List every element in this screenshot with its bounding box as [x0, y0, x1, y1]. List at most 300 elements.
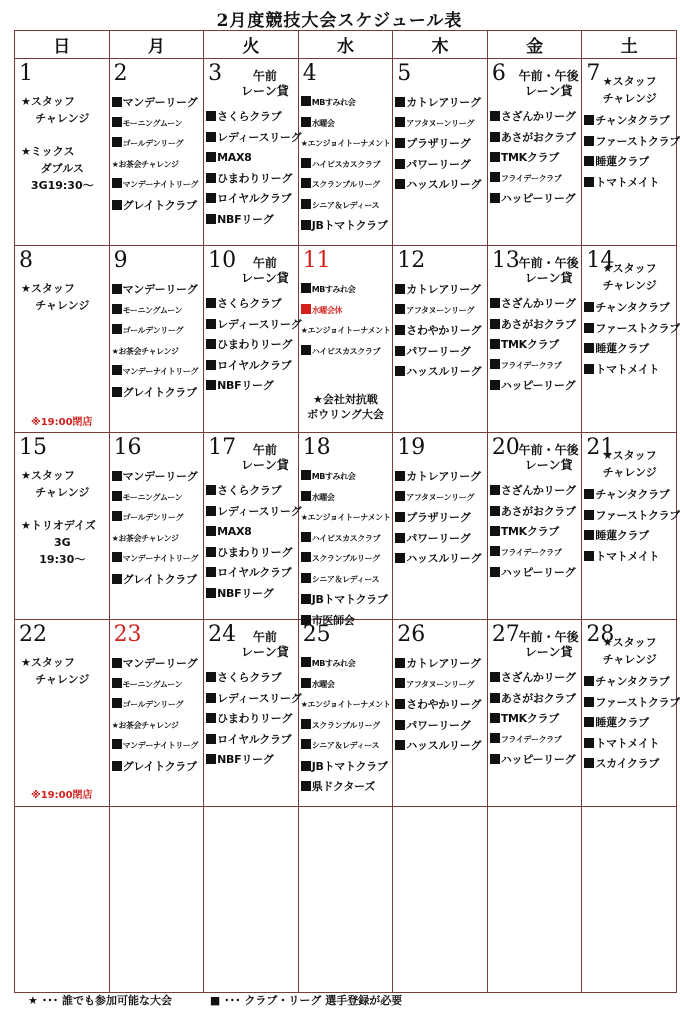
- open-event-title: ★スタッフ: [21, 656, 75, 669]
- club-league-item: [490, 315, 581, 336]
- day-cell: [15, 246, 110, 433]
- open-event-item: [112, 716, 203, 737]
- square-icon: [206, 380, 216, 390]
- club-league-item: [206, 584, 297, 605]
- club-league-name: ハッスルリーグ: [406, 178, 482, 191]
- square-icon: [584, 323, 594, 333]
- weekday-header: 水: [298, 31, 393, 59]
- day-cell: [582, 59, 680, 246]
- square-icon: [395, 366, 405, 376]
- square-icon: [490, 546, 500, 556]
- open-event-title: ★スタッフ: [602, 75, 657, 88]
- open-event-detail: チャレンジ: [35, 673, 90, 686]
- day-cell: [204, 246, 302, 433]
- day-number: 10: [208, 248, 237, 273]
- legend-square: ■ ･･･ クラブ・リーグ 選手登録が必要: [209, 994, 403, 1007]
- open-event-detail: チャレンジ: [602, 466, 657, 479]
- club-league-item: [206, 315, 302, 336]
- square-icon: [112, 574, 122, 584]
- club-league-item: [490, 481, 581, 502]
- club-league-name: TMKクラブ: [500, 525, 559, 538]
- club-league-item: [584, 319, 680, 340]
- club-league-name: シニア＆レディース: [311, 741, 380, 750]
- open-event-title: ★スタッフ: [21, 469, 75, 482]
- closing-notice: ※19:00閉店: [31, 417, 93, 428]
- square-icon: [206, 567, 216, 577]
- club-league-name: MBすみれ会: [311, 98, 356, 107]
- lane-rental-note: 午前・午後 レーン貸: [518, 630, 579, 659]
- club-league-item: [490, 294, 581, 315]
- legend: [28, 992, 406, 1008]
- club-league-item: [490, 107, 581, 128]
- square-icon: [490, 193, 500, 203]
- open-event-title: ★ミックス: [21, 145, 75, 158]
- square-icon: [490, 485, 500, 495]
- day-number: 17: [208, 435, 237, 460]
- square-icon: [395, 346, 405, 356]
- club-league-item: [584, 485, 675, 506]
- day-cell: [298, 246, 393, 433]
- lane-rental-note: 午前 レーン貸: [241, 69, 289, 98]
- square-icon: [112, 761, 122, 771]
- club-league-name: パワーリーグ: [406, 718, 471, 732]
- club-league-name: ハッピーリーグ: [500, 192, 576, 205]
- club-league-item: [584, 734, 675, 755]
- club-league-item: [395, 654, 486, 675]
- day-cell: [298, 620, 393, 807]
- club-league-name: さくらクラブ: [217, 110, 282, 123]
- club-league-item: [395, 695, 486, 716]
- club-league-name: カトレアリーグ: [406, 657, 481, 670]
- square-icon: [490, 380, 500, 390]
- week-row: [15, 433, 677, 620]
- square-icon: [206, 173, 216, 183]
- empty-week-row: [15, 807, 677, 993]
- club-league-item: [206, 668, 297, 689]
- square-icon: [584, 136, 594, 146]
- club-league-item: [395, 675, 486, 696]
- club-league-item: [395, 529, 486, 550]
- square-icon: [395, 159, 405, 169]
- day-cell: [15, 59, 110, 246]
- club-league-item: [584, 693, 680, 714]
- lane-rental-note: 午前 レーン貸: [241, 256, 289, 285]
- square-icon: [490, 359, 500, 369]
- club-league-name: 睡蓮クラブ: [595, 529, 649, 542]
- day-cell: [204, 620, 302, 807]
- square-icon: [584, 177, 594, 187]
- club-league-item: [584, 132, 680, 153]
- day-number: 21: [586, 435, 615, 460]
- day-number: 22: [19, 622, 47, 647]
- club-league-name: スクランブルリーグ: [311, 180, 380, 189]
- square-icon: [112, 511, 122, 521]
- square-icon: [112, 200, 122, 210]
- square-icon: [395, 138, 405, 148]
- club-league-item: [301, 196, 392, 217]
- club-league-name: マンデーナイトリーグ: [122, 367, 199, 376]
- square-icon: [395, 740, 405, 750]
- square-icon: [395, 658, 405, 668]
- club-league-item: [584, 152, 675, 173]
- club-league-item: [395, 301, 486, 322]
- club-league-name: トマトメイト: [595, 549, 660, 563]
- club-league-item: [112, 508, 203, 529]
- club-league-name: あさがおクラブ: [500, 691, 576, 705]
- club-league-name: ハイピスカスクラブ: [311, 346, 381, 356]
- square-icon: [584, 551, 594, 561]
- club-league-name: トマトメイト: [595, 362, 660, 376]
- square-icon: [206, 111, 216, 121]
- open-event-name: ★エンジョイトーナメント: [300, 700, 391, 709]
- day-cell: [109, 433, 204, 620]
- club-league-name: ハイピスカスクラブ: [311, 533, 381, 543]
- square-icon: [395, 491, 405, 501]
- club-league-name: さわやかリーグ: [406, 698, 482, 711]
- square-icon: [206, 588, 216, 598]
- club-league-item: [584, 298, 675, 319]
- club-league-item: [206, 543, 297, 564]
- open-event-name: ★お茶会チャレンジ: [111, 720, 179, 730]
- empty-day-cell: [109, 807, 204, 993]
- club-league-name: NBFリーグ: [217, 379, 274, 392]
- club-league-name: 睡蓮クラブ: [595, 342, 649, 355]
- club-league-name: グレイトクラブ: [122, 572, 197, 586]
- club-league-name: 市医師会: [311, 613, 355, 627]
- day-cell: [109, 246, 204, 433]
- square-icon: [490, 111, 500, 121]
- open-event: [17, 517, 108, 551]
- square-icon: [206, 360, 216, 370]
- open-event: [17, 143, 108, 177]
- club-league-name: フライデークラブ: [500, 734, 562, 744]
- club-league-item: [206, 750, 297, 771]
- club-league-item: [490, 543, 581, 564]
- open-event-title: ★スタッフ: [602, 636, 657, 649]
- club-league-name: マンデーリーグ: [122, 657, 198, 670]
- club-league-name: NBFリーグ: [217, 753, 274, 766]
- day-cell: [487, 59, 582, 246]
- open-event-detail: チャレンジ: [602, 653, 657, 666]
- open-event-item: [301, 508, 392, 529]
- club-league-name: シニア＆レディース: [311, 200, 380, 210]
- club-league-item: [490, 502, 581, 523]
- day-number: 20: [491, 435, 520, 460]
- club-league-name: チャンタクラブ: [595, 675, 670, 688]
- club-league-item: [206, 356, 297, 377]
- open-event: [584, 260, 675, 294]
- open-event-title: ★スタッフ: [602, 262, 657, 275]
- square-icon: [301, 199, 311, 209]
- club-league-item: [490, 148, 581, 169]
- club-league-name: TMKクラブ: [500, 712, 559, 725]
- day-number: 11: [302, 248, 331, 273]
- club-league-name: プラザリーグ: [406, 137, 471, 150]
- square-icon: [301, 283, 311, 293]
- square-icon: [395, 533, 405, 543]
- square-icon: [490, 132, 500, 142]
- lane-rental-note: 午前・午後 レーン貸: [518, 443, 579, 472]
- club-league-name: フライデークラブ: [500, 173, 562, 183]
- club-league-name: モーニングムーン: [122, 679, 183, 689]
- club-league-item: [112, 114, 203, 135]
- club-league-item: [490, 750, 581, 771]
- square-icon: [112, 304, 122, 314]
- weekday-header: 月: [109, 31, 204, 59]
- square-icon: [395, 553, 405, 563]
- day-number: 1: [19, 61, 33, 86]
- club-league-item: [301, 488, 392, 509]
- day-number: 2: [113, 61, 128, 86]
- club-league-item: [206, 709, 297, 730]
- square-icon: [301, 220, 311, 230]
- club-league-name: 睡蓮クラブ: [595, 155, 649, 168]
- square-icon: [490, 506, 500, 516]
- club-league-item: [584, 173, 675, 194]
- day-cell: [15, 433, 110, 620]
- lane-rental-note: 午前 レーン貸: [241, 443, 289, 472]
- day-number: 16: [113, 435, 142, 460]
- club-league-name: MBすみれ会: [311, 659, 356, 668]
- club-league-item: [395, 280, 486, 301]
- club-league-name: マンデーナイトリーグ: [122, 554, 199, 563]
- club-league-item: [584, 111, 675, 132]
- club-league-name: さくらクラブ: [217, 671, 282, 684]
- open-event: [17, 280, 108, 314]
- club-league-name: マンデーリーグ: [122, 283, 198, 296]
- club-league-name: フライデークラブ: [500, 547, 562, 557]
- club-league-name: ハイピスカスクラブ: [311, 159, 381, 169]
- club-league-item: [395, 134, 486, 155]
- club-league-name: カトレアリーグ: [406, 470, 481, 483]
- club-league-name: ひまわりリーグ: [217, 545, 293, 559]
- club-league-name: ハッピーリーグ: [500, 379, 576, 392]
- square-icon: [584, 489, 594, 499]
- club-league-name: TMKクラブ: [500, 151, 559, 164]
- club-league-item: [206, 169, 297, 190]
- square-icon: [490, 567, 500, 577]
- club-league-item: [395, 716, 486, 737]
- club-league-item: [112, 736, 203, 757]
- club-league-name: アフタヌーンリーグ: [406, 492, 474, 502]
- club-league-item: [206, 128, 302, 149]
- club-league-name: 水曜会: [311, 679, 335, 689]
- club-league-name: トマトメイト: [595, 175, 660, 189]
- club-league-item: [112, 488, 203, 509]
- open-event-detail: 3G19:30〜: [30, 179, 94, 192]
- day-number: 28: [586, 622, 615, 647]
- club-league-item: [395, 114, 486, 135]
- club-league-item: [112, 549, 203, 570]
- club-league-name: あさがおクラブ: [500, 130, 576, 144]
- club-league-name: マンデーナイトリーグ: [122, 180, 199, 189]
- club-league-item: [112, 570, 203, 591]
- club-league-item: [112, 321, 203, 342]
- club-league-item: [490, 730, 581, 751]
- square-icon: [301, 117, 311, 127]
- square-icon: [301, 678, 311, 688]
- club-league-name: グレイトクラブ: [122, 385, 197, 399]
- square-icon: [584, 156, 594, 166]
- club-league-item: [395, 488, 486, 509]
- square-icon: [301, 304, 311, 314]
- day-cell: [15, 620, 110, 807]
- club-league-item: [112, 467, 203, 488]
- square-icon: [395, 720, 405, 730]
- club-league-item: [301, 654, 392, 675]
- day-cell: [109, 59, 204, 246]
- club-league-item: [490, 169, 581, 190]
- club-league-item: [584, 339, 675, 360]
- square-icon: [112, 471, 122, 481]
- club-league-name: 睡蓮クラブ: [595, 716, 649, 729]
- open-event-name: ★お茶会チャレンジ: [111, 159, 179, 169]
- club-league-name: アフタヌーンリーグ: [406, 118, 474, 128]
- square-icon: [206, 485, 216, 495]
- club-league-name: MAX8: [217, 151, 252, 164]
- day-cell: [487, 620, 582, 807]
- open-event-title: ★スタッフ: [21, 282, 75, 295]
- lane-rental-note: 午前 レーン貸: [241, 630, 289, 659]
- club-league-item: [584, 547, 675, 568]
- club-league-name: モーニングムーン: [122, 492, 183, 502]
- square-icon: [206, 214, 216, 224]
- square-icon: [112, 178, 122, 188]
- day-cell: [204, 59, 302, 246]
- square-icon: [301, 491, 311, 501]
- square-icon: [206, 298, 216, 308]
- club-league-name: モーニングムーン: [122, 118, 183, 128]
- page-title: 2月度競技大会スケジュール表: [216, 11, 463, 31]
- square-icon: [112, 324, 122, 334]
- day-number: 14: [586, 248, 615, 273]
- square-icon: [395, 325, 405, 335]
- day-cell: [109, 620, 204, 807]
- club-league-name: JBトマトクラブ: [311, 759, 388, 773]
- club-league-item: [301, 777, 392, 798]
- day-number: 26: [397, 622, 426, 647]
- club-league-item: [490, 189, 581, 210]
- open-event: [584, 447, 675, 481]
- club-league-name: ロイヤルクラブ: [217, 358, 292, 372]
- club-league-item: [395, 175, 486, 196]
- open-event-item: [301, 695, 392, 716]
- special-event: ★会社対抗戦 ボウリング大会: [307, 393, 384, 421]
- club-league-name: スクランブルリーグ: [311, 720, 380, 730]
- club-league-item: [301, 155, 392, 176]
- open-event-name: ★エンジョイトーナメント: [300, 326, 391, 335]
- day-number: 9: [113, 248, 128, 273]
- club-league-item: [206, 481, 297, 502]
- square-icon: [395, 304, 405, 314]
- day-number: 3: [208, 61, 223, 86]
- square-icon: [584, 738, 594, 748]
- club-league-item: [112, 175, 203, 196]
- square-icon: [490, 672, 500, 682]
- open-event-detail: チャレンジ: [602, 279, 657, 292]
- square-icon: [395, 284, 405, 294]
- open-event-detail: 3G: [53, 536, 71, 549]
- open-event-detail: ダブルス: [40, 162, 84, 175]
- open-event-detail: チャレンジ: [35, 486, 90, 499]
- square-icon: [206, 193, 216, 203]
- day-number: 24: [208, 622, 237, 647]
- club-league-item: [112, 362, 203, 383]
- square-icon: [206, 672, 216, 682]
- club-league-item: [490, 563, 581, 584]
- club-league-name: フライデークラブ: [500, 360, 562, 370]
- day-number: 18: [302, 435, 331, 460]
- club-league-name: さざんかリーグ: [500, 297, 576, 310]
- club-league-item: [301, 716, 392, 737]
- square-icon: [206, 339, 216, 349]
- club-league-item: [395, 93, 486, 114]
- club-league-name: ロイヤルクラブ: [217, 732, 292, 746]
- club-league-item: [395, 342, 486, 363]
- square-icon: [490, 298, 500, 308]
- club-league-item: [206, 502, 302, 523]
- square-icon: [301, 739, 311, 749]
- open-event-title: ★スタッフ: [602, 449, 657, 462]
- club-league-item: [395, 508, 486, 529]
- legend-star: ★ ･･･ 誰でも参加可能な大会: [28, 994, 173, 1007]
- square-icon: [206, 152, 216, 162]
- calendar-body: [15, 59, 680, 993]
- square-icon: [112, 491, 122, 501]
- club-league-name: ファーストクラブ: [595, 508, 680, 522]
- club-league-item: [395, 321, 486, 342]
- open-event-detail: チャレンジ: [35, 112, 90, 125]
- weekday-header: 日: [15, 31, 110, 59]
- club-league-item: [206, 189, 297, 210]
- club-league-name: マンデーナイトリーグ: [122, 741, 199, 750]
- square-icon: [490, 339, 500, 349]
- club-league-name: ゴールデンリーグ: [122, 513, 184, 522]
- square-icon: [584, 364, 594, 374]
- club-league-item: [206, 522, 297, 543]
- club-league-item: [301, 301, 392, 322]
- day-number: 12: [397, 248, 426, 273]
- club-league-name: カトレアリーグ: [406, 96, 481, 109]
- square-icon: [395, 97, 405, 107]
- day-number: 19: [397, 435, 426, 460]
- week-row: [15, 246, 677, 433]
- lane-rental-note: 午前・午後 レーン貸: [518, 256, 579, 285]
- week-row: [15, 59, 677, 246]
- club-league-item: [301, 342, 392, 363]
- day-cell: [393, 620, 488, 807]
- club-league-name: プラザリーグ: [406, 511, 471, 524]
- club-league-name: ロイヤルクラブ: [217, 192, 292, 205]
- square-icon: [584, 697, 594, 707]
- club-league-name: ひまわりリーグ: [217, 712, 293, 725]
- club-league-item: [112, 757, 203, 778]
- club-league-item: [206, 730, 297, 751]
- square-icon: [395, 512, 405, 522]
- club-league-item: [395, 549, 486, 570]
- open-event: [17, 467, 108, 501]
- open-event: [584, 634, 675, 668]
- square-icon: [395, 471, 405, 481]
- club-league-item: [490, 128, 581, 149]
- club-league-name: さわやかリーグ: [406, 324, 482, 337]
- square-icon: [490, 713, 500, 723]
- weekday-header-row: [15, 31, 677, 59]
- club-league-item: [395, 362, 486, 383]
- club-league-name: シニア＆レディース: [311, 574, 380, 584]
- square-icon: [112, 365, 122, 375]
- square-icon: [301, 761, 311, 771]
